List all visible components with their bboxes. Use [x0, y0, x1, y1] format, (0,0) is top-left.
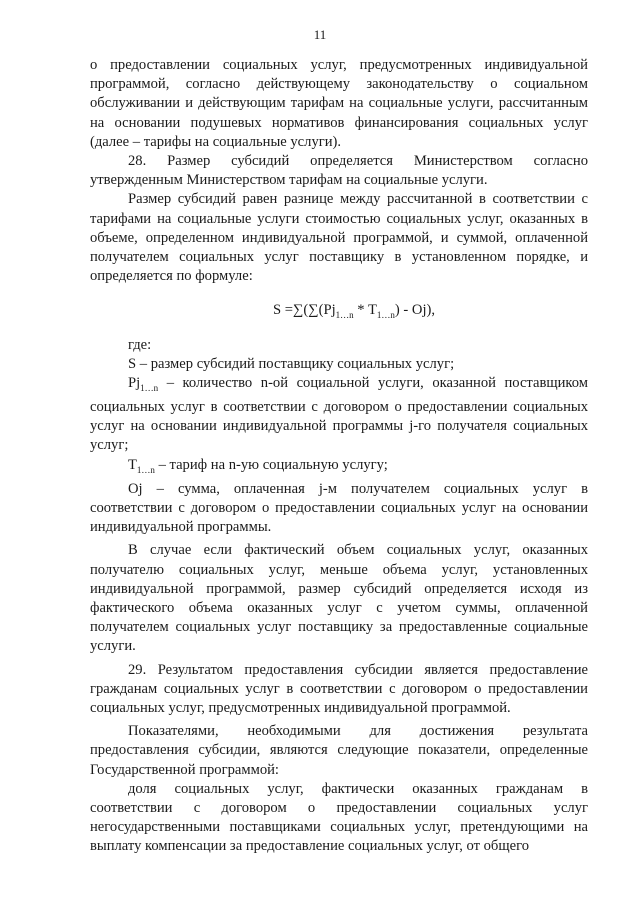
t-text: – тариф на n-ую социальную услугу;	[154, 456, 388, 473]
paragraph-indicators: Показателями, необходимыми для достижения результата предоставления субсидии, являются следующие показатели, определенные Государственной программой:	[90, 723, 588, 778]
formula-sub-2: 1…n	[376, 310, 395, 321]
formula-tail: ) - Oj),	[394, 302, 436, 319]
pj-text: – количество n-ой социальной услуги, оказанной поставщиком социальных услуг в соответствии с договором о предоставлении социальных услуг на основании индивидуальной программы j-го получателя социальных услуг;	[90, 374, 588, 454]
paragraph-actual-volume: В случае если фактический объем социальных услуг, оказанных получателю социальных услуг, меньше объема услуг, установленных индивидуальной программой, размер субсидий определяется исходя из фактического объема оказанных услуг с учетом суммы, оплаченной получателем социальных услуг поставщику за предоставленные социальные услуги.	[90, 542, 588, 655]
definition-s: S – размер субсидий поставщику социальных услуг;	[128, 355, 455, 372]
definition-oj: Oj – сумма, оплаченная j-м получателем социальных услуг в соответствии с договором о предоставлении социальных услуг на основании индивидуальной программы.	[90, 480, 588, 536]
formula	[90, 301, 588, 325]
definition-t	[90, 456, 588, 480]
paragraph-subsidy-size: Размер субсидий равен разнице между рассчитанной в соответствии с тарифами на социальные услуги стоимостью социальных услуг, оказанных в объеме, определенном индивидуальной программой, и суммой, оплаченной получателем социальных услуг поставщику в установленном порядке, и определяется по формуле:	[90, 191, 588, 285]
formula-head: S =∑(∑(Pj	[272, 302, 336, 319]
paragraph-29: 29. Результатом предоставления субсидии является предоставление гражданам социальных услуг в соответствии с договором о предоставлении социальных услуг, предусмотренных индивидуальной программой.	[90, 661, 588, 717]
pj-subscript: 1…n	[140, 382, 159, 393]
formula-mid: * T	[353, 302, 377, 319]
document-body	[90, 56, 588, 857]
pj-variable: Pj	[128, 374, 141, 391]
page-number: 11	[313, 27, 327, 42]
paragraph-continuation: о предоставлении социальных услуг, предусмотренных индивидуальной программой, согласно действующему законодательству о социальном обслуживании и действующим тарифам на социальные услуги, рассчитанным на основании подушевых нормативов финансирования социальных услуг (далее – тарифы на социальные услуги).	[90, 57, 588, 150]
where-label: где:	[128, 336, 152, 353]
t-variable: T	[128, 456, 137, 473]
paragraph-28: 28. Размер субсидий определяется Министерством согласно утвержденным Министерством тарифам на социальные услуги.	[90, 153, 588, 189]
t-subscript: 1…n	[136, 464, 155, 475]
formula-sub-1: 1…n	[335, 310, 354, 321]
paragraph-share: доля социальных услуг, фактически оказанных гражданам в соответствии с договором о предоставлении социальных услуг негосударственными поставщиками социальных услуг, претендующими на выплату компенсации за предоставление социальных услуг, от общего	[90, 780, 588, 855]
definition-pj	[90, 374, 588, 456]
